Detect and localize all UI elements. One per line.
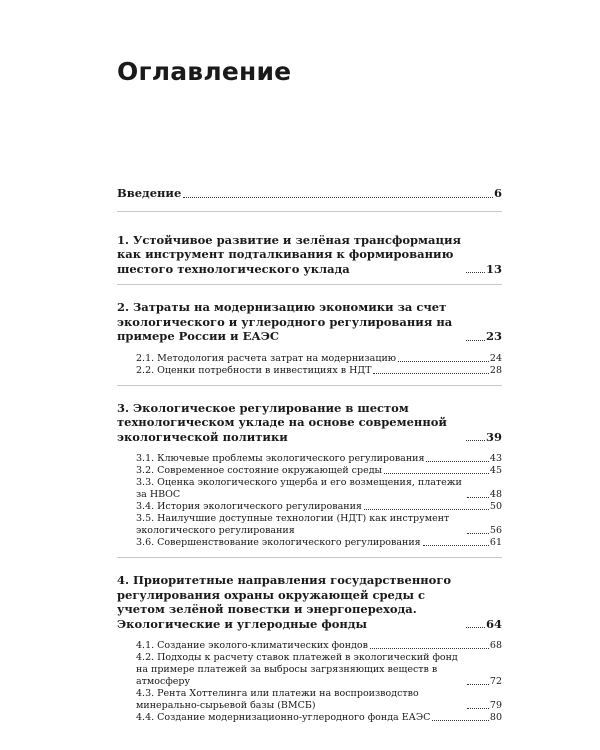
toc-leader-dots <box>432 720 489 721</box>
toc-entry-title: 3. Экологическое регулирование в шестом технологическом укладе на основе современной экологической политики <box>117 400 447 444</box>
toc-chapter-entry <box>117 300 502 344</box>
toc-entry-title: 3.1. Ключевые проблемы экологического регулирования <box>136 453 425 464</box>
toc-entry-title: Введение <box>117 186 182 200</box>
toc-entry-title: 2.1. Методология расчета затрат на модернизацию <box>136 352 397 364</box>
toc-page-number: 61 <box>489 537 502 548</box>
toc-section-entry <box>117 365 502 377</box>
toc-leader-dots <box>384 473 489 474</box>
toc-leader-dots <box>373 373 488 374</box>
toc-page-number: 80 <box>489 712 502 723</box>
toc-entry-title: 3.4. История экологического регулирования <box>136 501 362 512</box>
divider <box>117 284 502 285</box>
toc-section-entry <box>117 453 502 465</box>
divider <box>117 557 502 558</box>
toc-chapter-entry <box>117 186 502 201</box>
toc-leader-dots <box>398 361 489 362</box>
toc-leader-dots <box>466 272 485 273</box>
toc-page-number: 45 <box>489 465 502 476</box>
toc-page-number: 56 <box>489 525 502 536</box>
toc-chapter-entry <box>117 573 502 631</box>
toc-section-entry <box>117 513 502 537</box>
toc-page-number: 24 <box>489 352 502 364</box>
toc-entry-title: 1. Устойчивое развитие и зелёная трансформация как инструмент подталкивания к формированию шестого технологического уклада <box>117 232 461 276</box>
toc-page-number: 23 <box>485 329 502 343</box>
toc-entry-title: 4.3. Рента Хоттелинга или платежи на воспроизводство минерально-сырьевой базы (ВМСБ) <box>136 688 419 711</box>
toc-entry-title: 4. Приоритетные направления государственного регулирования охраны окружающей среды с учетом зелёной повестки и энергоперехода. Экологические и углеродные фонды <box>117 573 452 631</box>
toc-leader-dots <box>467 708 489 709</box>
table-of-contents <box>117 186 502 724</box>
toc-leader-dots <box>183 197 493 198</box>
toc-section-entry <box>117 465 502 477</box>
toc-leader-dots <box>426 461 488 462</box>
toc-page-number: 68 <box>489 640 502 651</box>
toc-entry-title: 3.5. Наилучшие доступные технологии (НДТ) как инструмент экологического регулирования <box>136 513 450 536</box>
toc-entry-title: 3.2. Современное состояние окружающей среды <box>136 465 383 476</box>
toc-section-entry <box>117 688 502 712</box>
page-title: Оглавление <box>117 57 292 86</box>
toc-entry-title: 3.3. Оценка экологического ущерба и его возмещения, платежи за НВОС <box>136 477 462 500</box>
toc-leader-dots <box>467 684 489 685</box>
toc-entry-title: 4.2. Подходы к расчету ставок платежей в экологический фонд на примере платежей за выбросы загрязняющих веществ в атмосферу <box>136 652 458 687</box>
toc-leader-dots <box>467 497 489 498</box>
toc-leader-dots <box>364 509 489 510</box>
toc-leader-dots <box>466 340 485 341</box>
toc-entry-title: 2.2. Оценки потребности в инвестициях в НДТ <box>136 364 372 376</box>
toc-page-number: 43 <box>489 453 502 464</box>
toc-page-number: 28 <box>489 364 502 376</box>
toc-leader-dots <box>423 545 489 546</box>
toc-chapter-entry <box>117 233 502 277</box>
toc-page-number: 64 <box>485 616 502 631</box>
toc-page-number: 72 <box>489 676 502 687</box>
toc-page-number: 39 <box>485 429 502 444</box>
toc-leader-dots <box>467 533 489 534</box>
divider <box>117 385 502 386</box>
toc-page-number: 6 <box>493 186 502 200</box>
toc-section-entry <box>117 537 502 549</box>
toc-leader-dots <box>466 627 485 628</box>
toc-section-entry <box>117 353 502 365</box>
toc-section-entry <box>117 652 502 688</box>
toc-section-entry <box>117 501 502 513</box>
toc-entry-title: 4.1. Создание эколого-климатических фондов <box>136 640 368 651</box>
toc-page-number: 48 <box>489 489 502 500</box>
toc-leader-dots <box>466 440 485 441</box>
toc-page-number: 13 <box>485 261 502 276</box>
toc-entry-title: 4.4. Создание модернизационно-углеродного фонда ЕАЭС <box>136 712 431 723</box>
toc-page-number: 79 <box>489 700 502 711</box>
toc-section-entry <box>117 640 502 652</box>
toc-entry-title: 2. Затраты на модернизацию экономики за счет экологического и углеродного регулирования на примере России и ЕАЭС <box>117 300 453 343</box>
toc-page-number: 50 <box>489 501 502 512</box>
toc-leader-dots <box>370 648 489 649</box>
toc-chapter-entry <box>117 401 502 445</box>
toc-entry-title: 3.6. Совершенствование экологического регулирования <box>136 537 421 548</box>
toc-section-entry <box>117 712 502 724</box>
divider <box>117 211 502 212</box>
toc-section-entry <box>117 477 502 501</box>
